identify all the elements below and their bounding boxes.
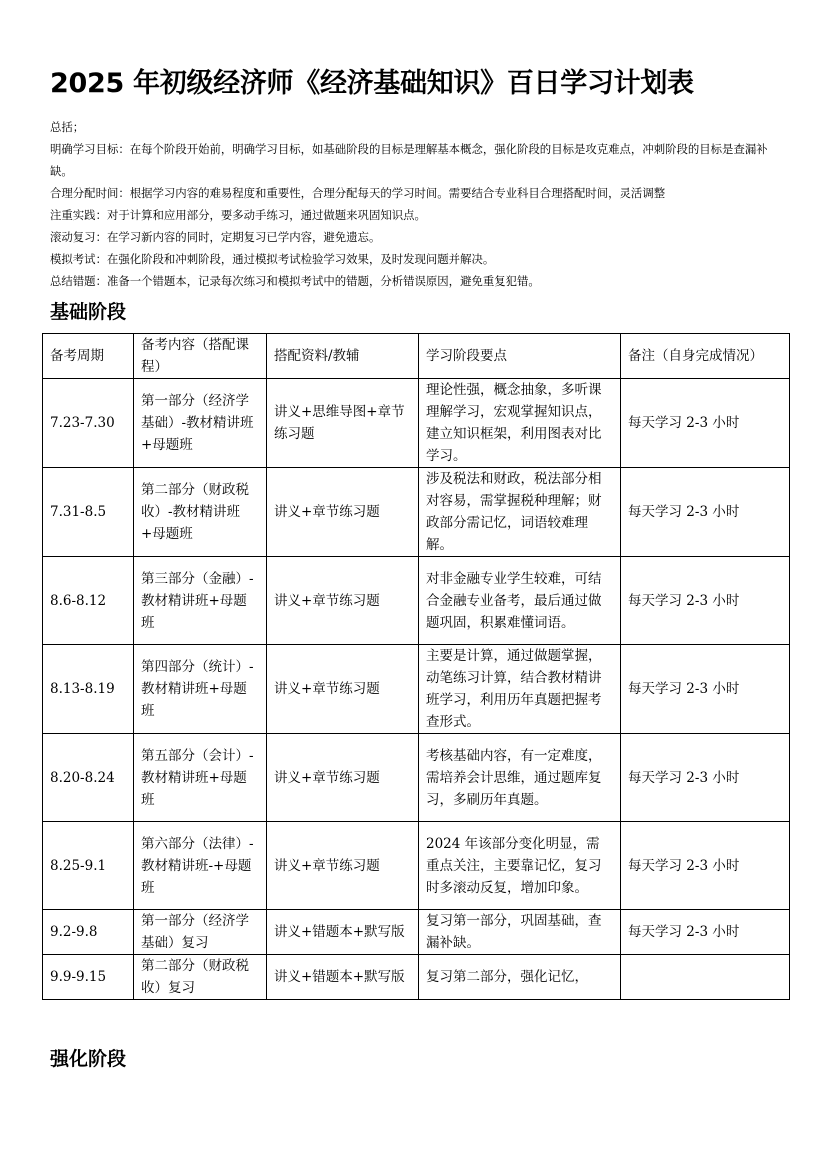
content-cell: 第五部分（会计）-教材精讲班+母题班 [134,734,267,822]
header-materials: 搭配资料/教辅 [267,334,419,379]
content-cell: 第二部分（财政税收）复习 [134,955,267,1000]
page-title: 2025 年初级经济师《经济基础知识》百日学习计划表 [50,68,694,99]
summary-line: 合理分配时间：根据学习内容的难易程度和重要性，合理分配每天的学习时间。需要结合专业科目合理搭配时间，灵活调整 [50,186,666,200]
section-heading-strengthen: 强化阶段 [50,1048,127,1070]
content-cell: 第一部分（经济学基础）复习 [134,910,267,955]
table-row [43,910,790,955]
summary-line: 模拟考试：在强化阶段和冲刺阶段，通过模拟考试检验学习效果，及时发现问题并解决。 [50,252,495,266]
key-points-cell: 理论性强，概念抽象，多听课理解学习，宏观掌握知识点，建立知识框架，利用图表对比学习。 [419,379,621,468]
period-cell: 7.23-7.30 [43,379,134,468]
notes-cell: 每天学习 2-3 小时 [621,910,790,955]
period-cell: 7.31-8.5 [43,468,134,557]
key-points-cell: 考核基础内容，有一定难度，需培养会计思维，通过题库复习，多刷历年真题。 [419,734,621,822]
period-cell: 8.25-9.1 [43,822,134,910]
key-points-cell: 对非金融专业学生较难，可结合金融专业备考，最后通过做题巩固，积累难懂词语。 [419,557,621,645]
key-points-cell: 复习第一部分，巩固基础，查漏补缺。 [419,910,621,955]
notes-cell: 每天学习 2-3 小时 [621,557,790,645]
section-heading-basic: 基础阶段 [50,301,127,323]
content-cell: 第六部分（法律）-教材精讲班-+母题班 [134,822,267,910]
summary-line: 总括； [50,120,85,134]
content-cell: 第一部分（经济学基础）-教材精讲班+母题班 [134,379,267,468]
content-cell: 第三部分（金融）-教材精讲班+母题班 [134,557,267,645]
summary-line: 注重实践：对于计算和应用部分，要多动手练习，通过做题来巩固知识点。 [50,208,426,222]
key-points-cell: 主要是计算，通过做题掌握，动笔练习计算，结合教材精讲班学习，利用历年真题把握考查形式。 [419,645,621,734]
period-cell: 8.20-8.24 [43,734,134,822]
summary-line: 明确学习目标：在每个阶段开始前，明确学习目标，如基础阶段的目标是理解基本概念，强化阶段的目标是攻克难点，冲刺阶段的目标是查漏补缺。 [50,142,768,178]
notes-cell: 每天学习 2-3 小时 [621,734,790,822]
materials-cell: 讲义+思维导图+章节练习题 [267,379,419,468]
period-cell: 8.6-8.12 [43,557,134,645]
period-cell: 9.9-9.15 [43,955,134,1000]
summary-block [50,116,785,292]
materials-cell: 讲义+章节练习题 [267,557,419,645]
header-key-points: 学习阶段要点 [419,334,621,379]
notes-cell: 每天学习 2-3 小时 [621,822,790,910]
materials-cell: 讲义+章节练习题 [267,822,419,910]
content-cell: 第四部分（统计）-教材精讲班+母题班 [134,645,267,734]
materials-cell: 讲义+章节练习题 [267,645,419,734]
notes-cell: 每天学习 2-3 小时 [621,468,790,557]
header-content: 备考内容（搭配课程） [134,334,267,379]
table-row [43,468,790,557]
table-row [43,822,790,910]
table-header-row [43,334,790,379]
notes-cell [621,955,790,1000]
summary-line: 总结错题：准备一个错题本，记录每次练习和模拟考试中的错题，分析错误原因，避免重复犯错。 [50,274,540,288]
table-row [43,955,790,1000]
notes-cell: 每天学习 2-3 小时 [621,645,790,734]
table-row [43,379,790,468]
materials-cell: 讲义+错题本+默写版 [267,910,419,955]
materials-cell: 讲义+章节练习题 [267,468,419,557]
table-row [43,645,790,734]
materials-cell: 讲义+章节练习题 [267,734,419,822]
materials-cell: 讲义+错题本+默写版 [267,955,419,1000]
content-cell: 第二部分（财政税收）-教材精讲班+母题班 [134,468,267,557]
header-notes: 备注（自身完成情况） [621,334,790,379]
key-points-cell: 涉及税法和财政，税法部分相对容易，需掌握税种理解；财政部分需记忆，词语较难理解。 [419,468,621,557]
period-cell: 8.13-8.19 [43,645,134,734]
table-row [43,734,790,822]
period-cell: 9.2-9.8 [43,910,134,955]
study-plan-table [42,333,790,1000]
key-points-cell: 复习第二部分，强化记忆， [419,955,621,1000]
notes-cell: 每天学习 2-3 小时 [621,379,790,468]
key-points-cell: 2024 年该部分变化明显，需重点关注，主要靠记忆，复习时多滚动反复，增加印象。 [419,822,621,910]
header-period: 备考周期 [43,334,134,379]
table-row [43,557,790,645]
summary-line: 滚动复习：在学习新内容的同时，定期复习已学内容，避免遗忘。 [50,230,381,244]
